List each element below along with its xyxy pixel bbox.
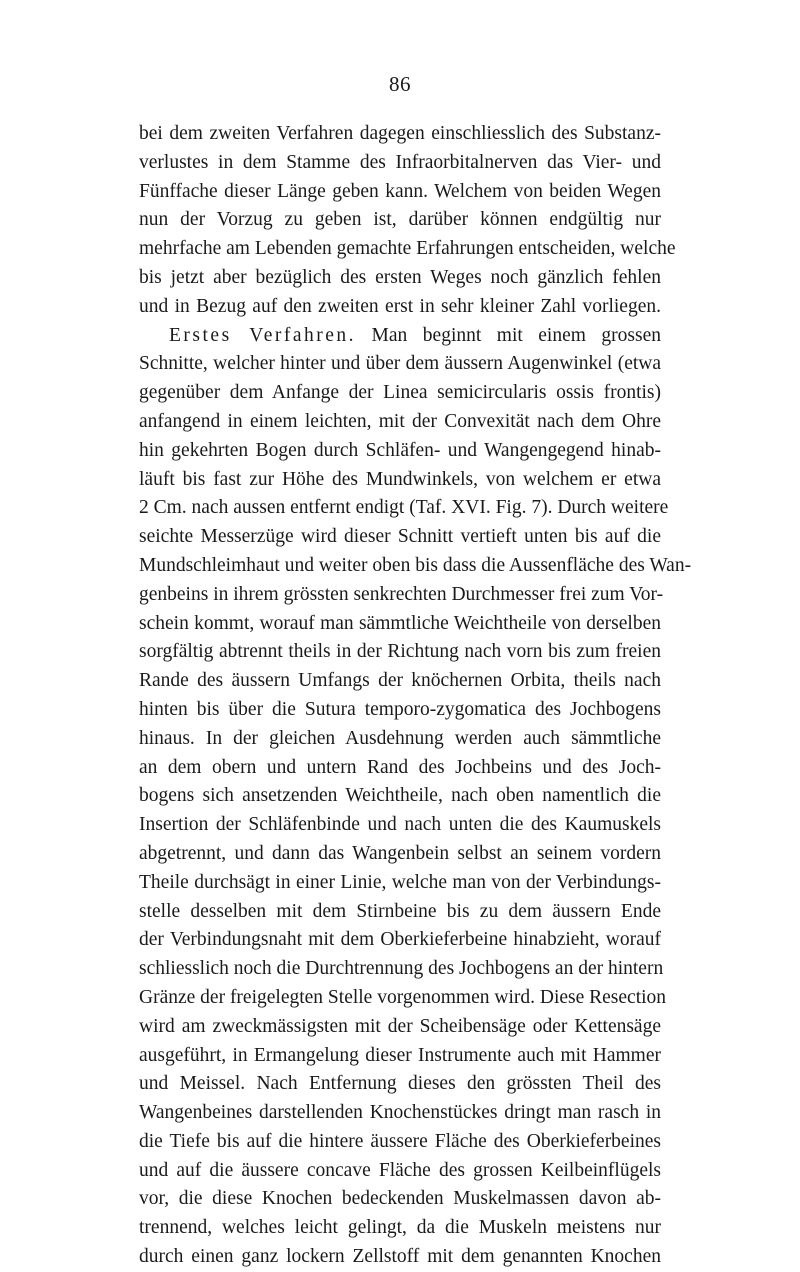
section-start-line bbox=[139, 322, 661, 351]
text-line: hinten bis über die Sutura temporo-zygomatica des Jochbogens bbox=[139, 698, 661, 720]
text-line: hinaus. In der gleichen Ausdehnung werden auch sämmtliche bbox=[139, 727, 661, 749]
text-line: sorgfältig abtrennt theils in der Richtung nach vorn bis zum freien bbox=[139, 641, 661, 663]
text-line: 2 Cm. nach aussen entfernt endigt (Taf. XVI. Fig. 7). Durch weitere bbox=[139, 497, 669, 519]
text-line: Wangenbeines darstellenden Knochenstückes dringt man rasch in bbox=[139, 1102, 661, 1124]
text-line: der Verbindungsnaht mit dem Oberkieferbeine hinabzieht, worauf bbox=[139, 929, 661, 951]
text-line: bogens sich ansetzenden Weichtheile, nach oben namentlich die bbox=[139, 785, 661, 807]
body-text bbox=[139, 120, 692, 1272]
text-line: genbeins in ihrem grössten senkrechten Durchmesser frei zum Vor- bbox=[139, 583, 664, 605]
text-line: und Meissel. Nach Entfernung dieses den grössten Theil des bbox=[139, 1073, 661, 1095]
text-line: hin gekehrten Bogen durch Schläfen- und Wangengegend hinab- bbox=[139, 439, 661, 461]
text-line: Theile durchsägt in einer Linie, welche man von der Verbindungs- bbox=[139, 871, 661, 893]
text-line: bei dem zweiten Verfahren dagegen einschliesslich des Substanz- bbox=[139, 123, 661, 144]
text-line: bis jetzt aber bezüglich des ersten Weges noch gänzlich fehlen bbox=[139, 266, 661, 288]
text-line: vor, die diese Knochen bedeckenden Muskelmassen davon ab- bbox=[139, 1188, 661, 1210]
text-line: mehrfache am Lebenden gemachte Erfahrungen entscheiden, welche bbox=[139, 238, 676, 260]
text-line: Fünffache dieser Länge geben kann. Welchem von beiden Wegen bbox=[139, 180, 661, 202]
text-line: wird am zweckmässigsten mit der Scheibensäge oder Kettensäge bbox=[139, 1015, 661, 1037]
text-line: Rande des äussern Umfangs der knöchernen Orbita, theils nach bbox=[139, 670, 661, 692]
text-line: Mundschleimhaut und weiter oben bis dass die Aussenfläche des Wan- bbox=[139, 554, 692, 576]
text-line: anfangend in einem leichten, mit der Convexität nach dem Ohre bbox=[139, 410, 661, 432]
text-line: schein kommt, worauf man sämmtliche Weichtheile von derselben bbox=[139, 612, 661, 634]
text-line: die Tiefe bis auf die hintere äussere Fläche des Oberkieferbeines bbox=[139, 1130, 661, 1152]
text-line: läuft bis fast zur Höhe des Mundwinkels, von welchem er etwa bbox=[139, 468, 661, 490]
section-heading: Erstes Verfahren. bbox=[169, 324, 357, 346]
text-line: und in Bezug auf den zweiten erst in sehr kleiner Zahl vorliegen. bbox=[139, 295, 661, 317]
page-number: 86 bbox=[389, 72, 411, 96]
text-line: abgetrennt, und dann das Wangenbein selbst an seinem vordern bbox=[139, 842, 661, 864]
text-line: Schnitte, welcher hinter und über dem äussern Augenwinkel (etwa bbox=[139, 353, 661, 375]
section-line-rest: Man beginnt mit einem grossen bbox=[371, 324, 661, 346]
text-line: ausgeführt, in Ermangelung dieser Instrumente auch mit Hammer bbox=[139, 1044, 661, 1066]
text-line: seichte Messerzüge wird dieser Schnitt vertieft unten bis auf die bbox=[139, 526, 661, 548]
text-line: nun der Vorzug zu geben ist, darüber können endgültig nur bbox=[139, 209, 661, 231]
text-line: gegenüber dem Anfange der Linea semicircularis ossis frontis) bbox=[139, 382, 661, 404]
text-line: durch einen ganz lockern Zellstoff mit dem genannten Knochen bbox=[139, 1246, 661, 1268]
text-line: verlustes in dem Stamme des Infraorbitalnerven das Vier- und bbox=[139, 151, 661, 173]
text-line: an dem obern und untern Rand des Jochbeins und des Joch- bbox=[139, 756, 661, 778]
text-line: Gränze der freigelegten Stelle vorgenommen wird. Diese Resection bbox=[139, 986, 667, 1008]
text-line: Insertion der Schläfenbinde und nach unten die des Kaumuskels bbox=[139, 814, 661, 836]
text-line: und auf die äussere concave Fläche des grossen Keilbeinflügels bbox=[139, 1159, 661, 1181]
text-line: trennend, welches leicht gelingt, da die Muskeln meistens nur bbox=[139, 1217, 661, 1239]
text-line: schliesslich noch die Durchtrennung des Jochbogens an der hintern bbox=[139, 958, 664, 980]
text-line: stelle desselben mit dem Stirnbeine bis zu dem äussern Ende bbox=[139, 900, 661, 922]
